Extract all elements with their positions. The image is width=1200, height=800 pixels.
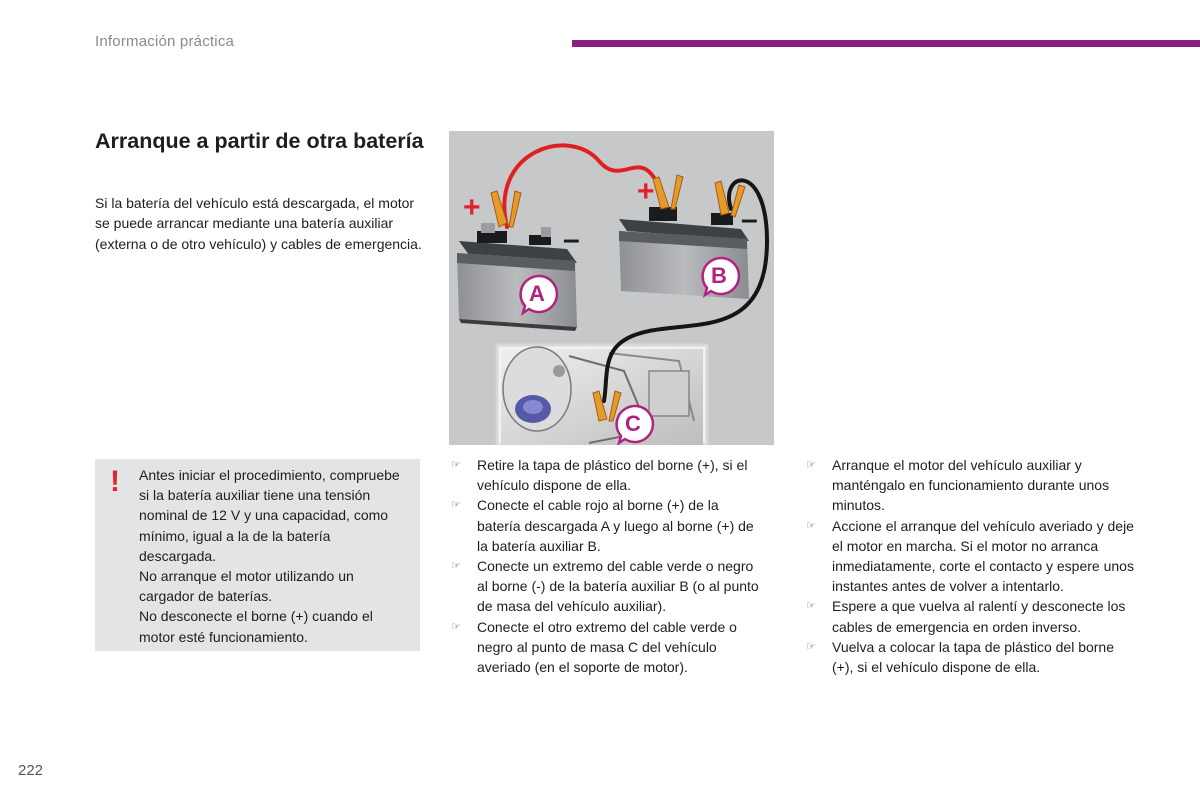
warning-box — [95, 459, 420, 651]
pointing-hand-icon: ☞ — [806, 519, 816, 532]
label-c: C — [625, 411, 641, 436]
warning-icon: ! — [110, 465, 120, 498]
header-accent-bar — [572, 40, 1200, 47]
pointing-hand-icon: ☞ — [451, 459, 461, 471]
steps-list-right — [804, 455, 1134, 677]
pointing-hand-icon: ☞ — [806, 600, 816, 613]
warning-text — [139, 465, 409, 647]
plus-sign-b: + — [637, 175, 655, 208]
step-item — [804, 455, 1134, 516]
pointing-hand-icon: ☞ — [806, 640, 816, 653]
intro-paragraph: Si la batería del vehículo está descargada, el motor se puede arrancar mediante una batería auxiliar (externa o de otro vehículo) y cables de emergencia. — [95, 195, 422, 252]
step-item — [449, 495, 764, 556]
label-b: B — [711, 263, 727, 288]
step-text: Vuelva a colocar la tapa de plástico del borne (+), si el vehículo dispone de ella. — [832, 638, 1114, 676]
warning-line: No desconecte el borne (+) cuando el motor esté funcionamiento. — [139, 608, 373, 645]
step-item — [449, 556, 764, 617]
pointing-hand-icon: ☞ — [451, 620, 461, 633]
page-number: 222 — [18, 762, 44, 779]
page-title: Arranque a partir de otra batería — [95, 129, 424, 153]
steps-list-left — [449, 455, 764, 677]
step-text: Conecte el cable rojo al borne (+) de la batería descargada A y luego al borne (+) de la batería auxiliar B. — [477, 497, 754, 554]
step-text: Conecte el otro extremo del cable verde o negro al punto de masa C del vehículo averiado (en el soporte de motor). — [477, 618, 737, 676]
label-a: A — [529, 281, 545, 306]
plus-sign-a: + — [463, 191, 481, 224]
step-text: Retire la tapa de plástico del borne (+), si el vehículo dispone de ella. — [477, 457, 748, 494]
step-text: Espere a que vuelva al ralentí y desconecte los cables de emergencia en orden inverso. — [832, 598, 1126, 635]
step-item — [804, 516, 1134, 597]
step-item — [449, 455, 764, 495]
pointing-hand-icon: ☞ — [451, 499, 461, 512]
step-item — [804, 637, 1134, 677]
warning-line: No arranque el motor utilizando un cargador de baterías. — [139, 568, 354, 605]
label-a-badge — [521, 276, 557, 313]
engine-bay-inset — [497, 345, 707, 445]
label-b-badge — [703, 258, 739, 295]
minus-sign-a: – — [563, 223, 580, 256]
warning-line: Antes iniciar el procedimiento, compruebe si la batería auxiliar tiene una tensión nominal de 12 V y una capacidad, como mínimo, igual a la de la batería descargada. — [139, 467, 400, 564]
pointing-hand-icon: ☞ — [451, 560, 461, 573]
section-header: Información práctica — [95, 33, 235, 50]
minus-sign-b: – — [741, 203, 758, 236]
step-text: Conecte un extremo del cable verde o negro al borne (-) de la batería auxiliar B (o al punto de masa del vehículo auxiliar). — [477, 558, 759, 615]
label-c-badge — [617, 406, 653, 443]
battery-a — [457, 223, 577, 331]
step-text: Accione el arranque del vehículo averiado y deje el motor en marcha. Si el motor no arranca inmediatamente, corte el contacto y espere unos instantes antes de volver a intentarlo. — [832, 517, 1134, 595]
clamp-b-positive — [653, 175, 683, 209]
step-text: Arranque el motor del vehículo auxiliar y manténgalo en funcionamiento durante unos minutos. — [832, 457, 1110, 514]
step-item — [449, 617, 764, 678]
jump-start-illustration — [449, 131, 774, 445]
step-item — [804, 596, 1134, 636]
pointing-hand-icon: ☞ — [806, 459, 816, 471]
